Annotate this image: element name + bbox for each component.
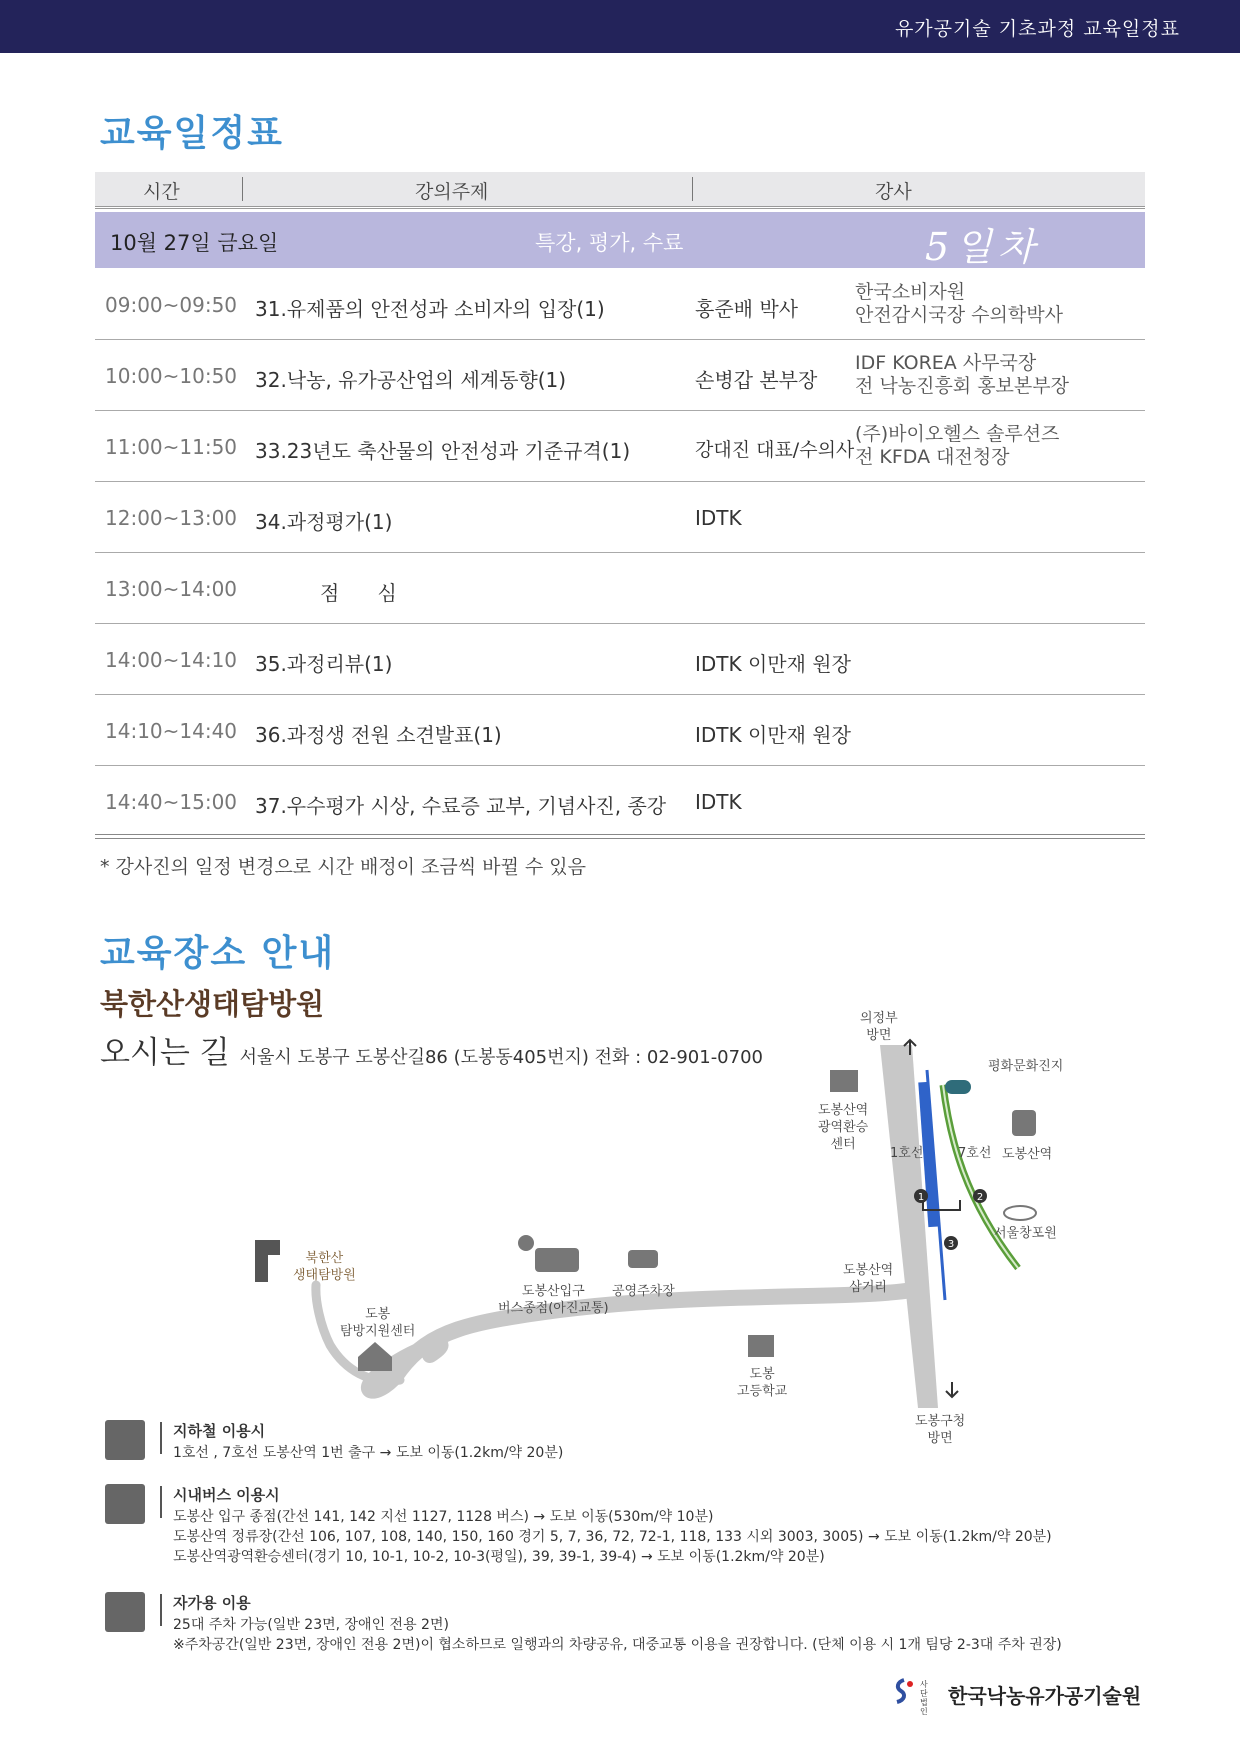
day-row — [95, 212, 1145, 268]
org-name: 한국낙농유가공기술원 — [948, 1684, 1142, 1708]
subway-title: 지하철 이용시 — [173, 1422, 266, 1440]
row-instructor: 홍준배 박사 — [695, 297, 798, 321]
table-bottom-rule — [95, 834, 1145, 835]
row-time: 14:40~15:00 — [105, 790, 238, 814]
map-label-bus-terminal: 도봉산입구 버스종점(아진교통) — [498, 1284, 609, 1316]
row-subject: 32.낙농, 유가공산업의 세계동향(1) — [255, 368, 567, 392]
location-heading: 교육장소 안내 — [100, 933, 336, 974]
map-label-garden: 서울창포원 — [994, 1226, 1057, 1241]
bus-line: 도봉산 입구 종점(간선 141, 142 지선 1127, 1128 버스) → 도보 이동(530m/약 10분) — [173, 1509, 714, 1525]
bus-icon — [535, 1248, 579, 1272]
route-title: 오시는 길 — [100, 1035, 230, 1071]
row-time: 11:00~11:50 — [105, 435, 238, 459]
day-topic: 특강, 평가, 수료 — [535, 231, 684, 255]
row-subject: 36.과정생 전원 소견발표(1) — [255, 723, 502, 747]
map-label-junction: 도봉산역 삼거리 — [843, 1263, 894, 1295]
col-subject: 강의주제 — [415, 181, 489, 203]
table-row — [95, 695, 1145, 766]
line7-badge — [945, 1080, 971, 1094]
row-affiliation: IDF KOREA 사무국장 전 낙농진흥회 홍보본부장 — [855, 352, 1069, 397]
table-row — [95, 482, 1145, 553]
header-bar — [0, 0, 1240, 53]
map-label-visitor-center: 도봉 탐방지원센터 — [340, 1307, 416, 1339]
row-affiliation: (주)바이오헬스 솔루션즈 전 KFDA 대전청장 — [855, 423, 1060, 468]
car-icon — [105, 1592, 145, 1632]
row-time: 09:00~09:50 — [105, 293, 238, 317]
car-title: 자가용 이용 — [173, 1594, 251, 1612]
row-subject: 35.과정리뷰(1) — [255, 652, 393, 676]
bus-icon — [105, 1484, 145, 1524]
map-label-parking: 공영주차장 — [612, 1284, 675, 1299]
school-icon — [748, 1335, 774, 1357]
col-divider — [692, 177, 693, 201]
row-time: 14:00~14:10 — [105, 648, 238, 672]
table-row — [95, 411, 1145, 482]
row-affiliation: 한국소비자원 안전감시국장 수의학박사 — [855, 281, 1063, 326]
col-divider — [242, 177, 243, 201]
table-header-rule — [95, 208, 1145, 209]
row-time: 12:00~13:00 — [105, 506, 238, 530]
header-title: 유가공기술 기초과정 교육일정표 — [894, 18, 1180, 40]
bus-stop-icon — [518, 1235, 534, 1251]
subway-icon — [105, 1420, 145, 1460]
south-arrow-icon — [946, 1382, 958, 1397]
row-instructor: IDTK — [695, 506, 742, 530]
table-row — [95, 766, 1145, 836]
schedule-note: * 강사진의 일정 변경으로 시간 배정이 조금씩 바뀔 수 있음 — [100, 856, 586, 878]
day-label: 5일차 — [925, 225, 1041, 269]
venue-name: 북한산생태탐방원 — [100, 987, 325, 1021]
row-time: 10:00~10:50 — [105, 364, 238, 388]
map-label-transfer: 도봉산역 광역환승 센터 — [818, 1103, 869, 1152]
row-subject: 점 심 — [320, 581, 397, 605]
subway-line: 1호선 , 7호선 도봉산역 1번 출구 → 도보 이동(1.2km/약 20분) — [173, 1445, 564, 1461]
row-instructor: IDTK — [695, 790, 742, 814]
venue-address: 서울시 도봉구 도봉산길86 (도봉동405번지) 전화 : 02-901-0700 — [239, 1047, 763, 1068]
map-label-peace: 평화문화진지 — [988, 1059, 1064, 1074]
org-logo-icon — [893, 1678, 915, 1704]
row-instructor: IDTK 이만재 원장 — [695, 723, 851, 747]
row-subject: 31.유제품의 안전성과 소비자의 입장(1) — [255, 297, 605, 321]
table-row — [95, 624, 1145, 695]
svg-text:1: 1 — [917, 1192, 925, 1203]
bus-line: 도봉산역 정류장(간선 106, 107, 108, 140, 150, 160 경기 5, 7, 36, 72, 72-1, 118, 133 시외 3003, 3005) → 도보 이동(1.2km/약 20분) — [173, 1529, 1052, 1545]
col-instructor: 강사 — [875, 181, 912, 203]
table-row — [95, 269, 1145, 340]
bus-title: 시내버스 이용시 — [173, 1486, 280, 1504]
map-label-dobong-office: 도봉구청 방면 — [915, 1414, 966, 1446]
bus-line: 도봉산역광역환승센터(경기 10, 10-1, 10-2, 10-3(평일), 39, 39-1, 39-4) → 도보 이동(1.2km/약 20분) — [173, 1549, 825, 1565]
row-subject: 34.과정평가(1) — [255, 510, 393, 534]
venue-icon — [255, 1240, 280, 1282]
map-label-highschool: 도봉 고등학교 — [737, 1367, 788, 1399]
map-label-line7: 7호선 — [958, 1146, 992, 1161]
branch-road — [369, 1290, 912, 1391]
org-type: 사단 법인 — [920, 1680, 928, 1716]
svg-text:2: 2 — [976, 1192, 984, 1203]
map-label-venue: 북한산 생태탐방원 — [293, 1251, 356, 1283]
building-icon — [830, 1070, 858, 1092]
map-label-line1: 1호선 — [890, 1146, 924, 1161]
row-time: 14:10~14:40 — [105, 719, 238, 743]
row-subject: 37.우수평가 시상, 수료증 교부, 기념사진, 종강 — [255, 794, 667, 818]
row-instructor: IDTK 이만재 원장 — [695, 652, 851, 676]
train-icon — [1012, 1110, 1036, 1136]
row-subject: 33.23년도 축산물의 안전성과 기준규격(1) — [255, 439, 631, 463]
table-bottom-rule — [95, 838, 1145, 839]
schedule-heading: 교육일정표 — [100, 113, 284, 154]
car-line: ※주차공간(일반 23면, 장애인 전용 2면)이 협소하므로 일행과의 차량공유, 대중교통 이용을 권장합니다. (단체 이용 시 1개 팀당 2-3대 주차 권장) — [173, 1637, 1062, 1653]
row-instructor: 손병갑 본부장 — [695, 368, 818, 392]
map-label-uijeongbu: 의정부 방면 — [860, 1011, 898, 1043]
house-icon — [358, 1342, 392, 1371]
day-date: 10월 27일 금요일 — [110, 231, 279, 255]
table-row — [95, 553, 1145, 624]
parking-car-icon — [628, 1250, 658, 1268]
map-label-station: 도봉산역 — [1002, 1147, 1053, 1162]
col-time: 시간 — [143, 181, 180, 203]
row-time: 13:00~14:00 — [105, 577, 238, 601]
table-header — [95, 172, 1145, 207]
svg-text:3: 3 — [947, 1239, 955, 1250]
garden-icon — [1004, 1206, 1036, 1220]
row-instructor: 강대진 대표/수의사 — [695, 439, 855, 461]
table-row — [95, 340, 1145, 411]
car-line: 25대 주차 가능(일반 23면, 장애인 전용 2면) — [173, 1617, 449, 1633]
